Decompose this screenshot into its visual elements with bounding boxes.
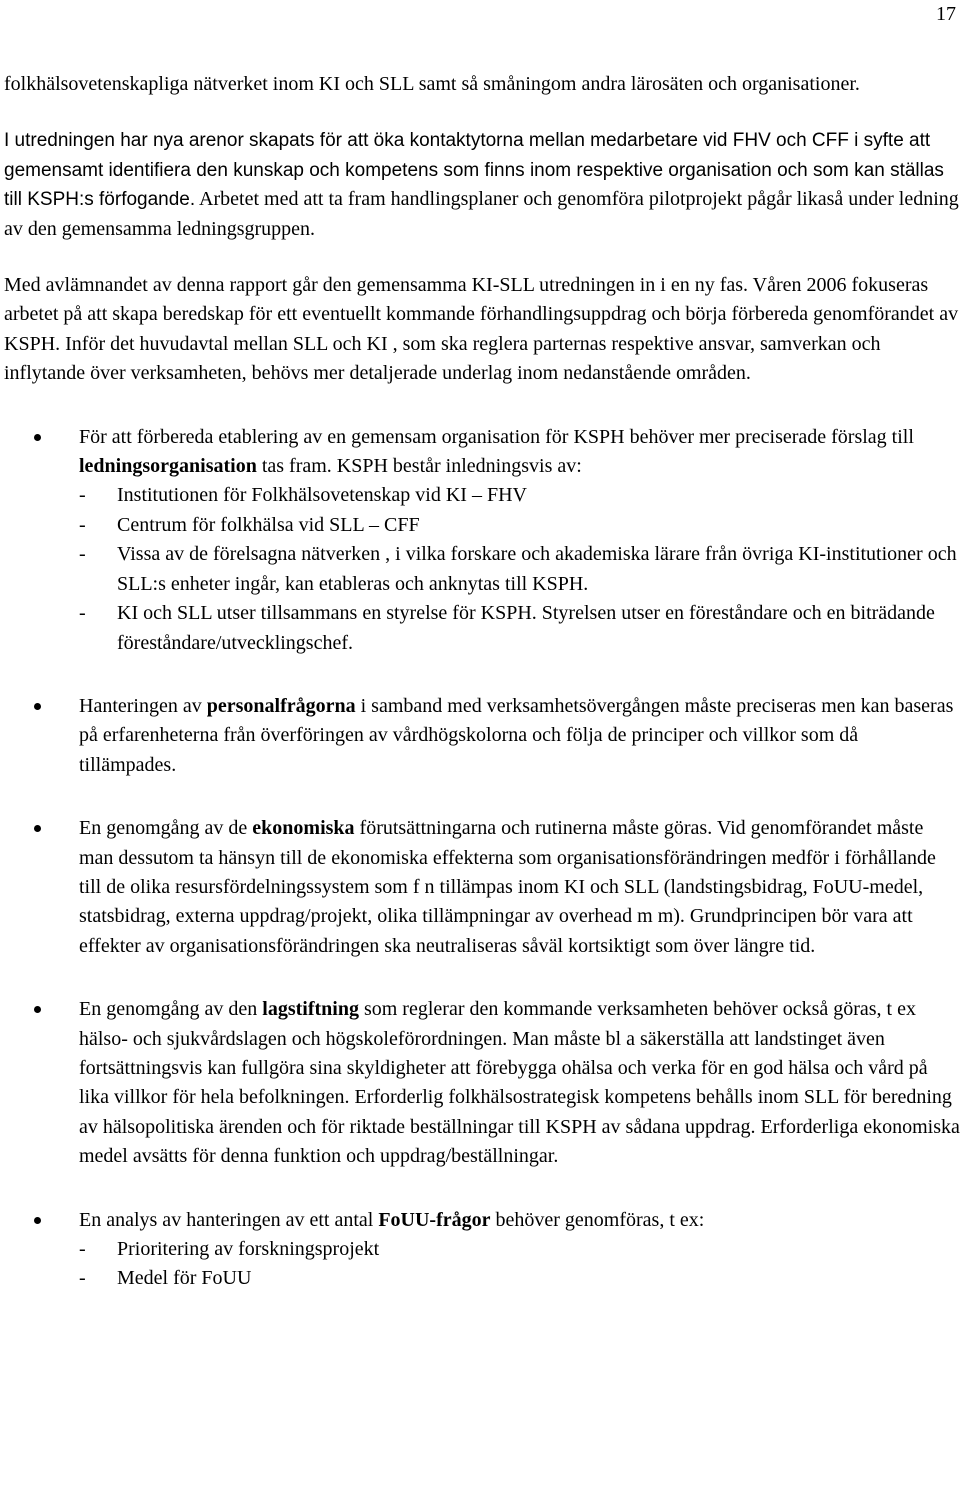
bullet-text: En genomgång av den [79, 998, 263, 1021]
dash-marker: - [79, 1267, 86, 1290]
dash-item [79, 599, 960, 658]
bullet-text: För att förbereda etablering av en gemensam organisation för KSPH behöver mer preciserade förslag till [79, 425, 914, 448]
dash-list [79, 481, 960, 657]
bullet-fouu-fragor [4, 1206, 960, 1294]
dash-item-text: Vissa av de förelsagna nätverken , i vilka forskare och akademiska lärare från övriga KI-institutioner och SLL:s enheter ingår, kan etableras och anknytas till KSPH. [117, 543, 957, 595]
bullet-dot [34, 434, 41, 441]
bullet-text: En analys av hanteringen av ett antal [79, 1208, 379, 1231]
dash-marker: - [79, 513, 86, 536]
dash-item [79, 1235, 960, 1264]
paragraph-new-phase: Med avlämnandet av denna rapport går den gemensamma KI-SLL utredningen in i en ny fas. Våren 2006 fokuseras arbetet på att skapa beredskap för ett eventuellt kommande förhandlingsuppdrag och börja förbereda genomförandet av KSPH. Inför det huvudavtal mellan SLL och KI , som ska reglera parternas respektive ansvar, samverkan och inflytande över verksamheten, behövs mer detaljerade underlag inom nedanstående områden. [4, 274, 959, 385]
dash-item-text: KI och SLL utser tillsammans en styrelse för KSPH. Styrelsen utser en föreståndare och en biträdande föreståndare/utvecklingschef. [117, 602, 935, 654]
dash-marker: - [79, 543, 86, 566]
page-number: 17 [936, 3, 956, 25]
page-content [4, 70, 960, 1328]
bullet-bold-term: ekonomiska [252, 817, 355, 840]
bullet-text: behöver genomföras, t ex: [490, 1208, 705, 1231]
bullet-bold-term: lagstiftning [262, 998, 359, 1021]
bullet-text: Hanteringen av [79, 694, 207, 717]
bullet-ledningsorganisation [4, 423, 960, 658]
paragraph-intro: folkhälsovetenskapliga nätverket inom KI och SLL samt så småningom andra lärosäten och organisationer. [4, 73, 860, 95]
bullet-text: som reglerar den kommande verksamheten behöver också göras, t ex hälso- och sjukvårdslagen och högskoleförordningen. Man måste bl a säkerställa att landstinget även fortsättningsvis kan fullgöra sina skyldigheter att förebygga ohälsa och verka för en god hälsa och vård på lika villkor för hela befolkningen. Erforderlig folkhälsostrategisk kompetens behålls inom SLL för beredning av hälsopolitiska ärenden och för riktade beställningar till KSPH av sådana uppdrag. Erforderliga ekonomiska medel avsätts för denna funktion och uppdrag/beställningar. [79, 998, 960, 1168]
bullet-text: förutsättningarna och rutinerna måste göras. Vid genomförandet måste man dessutom ta hänsyn till de ekonomiska effekterna som organisationsförändringen medför i förhållande till de olika resursfördelningssystem som f n tillämpas inom KI och SLL (landstingsbidrag, FoUU-medel, statsbidrag, externa uppdrag/projekt, olika tillämpningar av overhead m m). Grundprincipen bör vara att effekter av organisationsförändringen ska neutraliseras såväl kortsiktigt som över längre tid. [79, 817, 936, 957]
bullet-dot [34, 825, 41, 832]
dash-item-text: Centrum för folkhälsa vid SLL – CFF [117, 513, 420, 536]
paragraph-arenas-part1: I utredningen har nya arenor skapats för att öka kontaktytorna mellan medarbetare vid FHV och CFF i syfte att gemensamt identifiera den kunskap och kompetens som finns inom respektive organisation och som kan ställas till KSPH:s förfogande. [4, 130, 944, 211]
dash-item [79, 1264, 960, 1293]
bullet-dot [34, 703, 41, 710]
bullet-bold-term: ledningsorganisation [79, 455, 257, 478]
dash-item [79, 540, 960, 599]
dash-item-text: Prioritering av forskningsprojekt [117, 1238, 380, 1260]
bullet-ekonomiska [4, 814, 960, 961]
bullet-text: tas fram. KSPH består inledningsvis av: [256, 455, 582, 478]
dash-item [79, 481, 960, 510]
bullet-dot [34, 1217, 41, 1224]
paragraph-arenas [4, 126, 960, 244]
bullet-text: i samband med verksamhetsövergången måste preciseras men kan baseras på erfarenheterna från överföringen av vårdhögskolorna och följa de principer och villkor som då tillämpades. [79, 694, 954, 776]
dash-list [79, 1235, 960, 1294]
dash-marker: - [79, 1238, 86, 1260]
dash-item-text: Medel för FoUU [117, 1267, 252, 1290]
dash-marker: - [79, 484, 86, 507]
dash-item [79, 511, 960, 540]
paragraph-arenas-part2: Arbetet med att ta fram handlingsplaner och genomföra pilotprojekt pågår likaså under ledning av den gemensamma ledningsgruppen. [4, 188, 959, 240]
bullet-personalfragorna [4, 692, 960, 780]
bullet-dot [34, 1006, 41, 1013]
dash-item-text: Institutionen för Folkhälsovetenskap vid KI – FHV [117, 484, 527, 507]
bullet-bold-term: personalfrågorna [206, 694, 356, 717]
dash-marker: - [79, 602, 86, 625]
bullet-lagstiftning [4, 995, 960, 1171]
bullet-bold-term: FoUU-frågor [378, 1208, 491, 1231]
bullet-text: En genomgång av de [79, 817, 253, 840]
